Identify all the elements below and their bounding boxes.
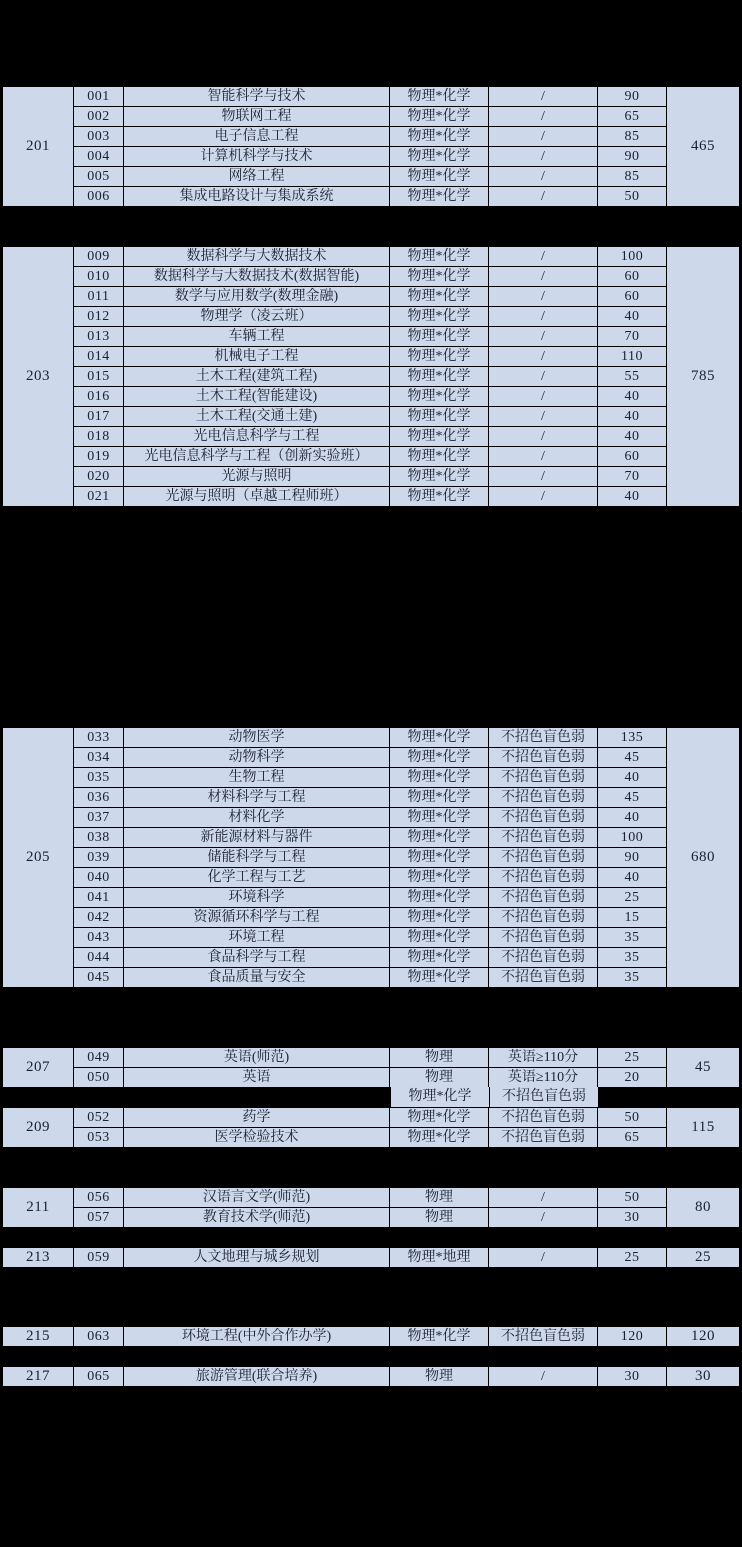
program-name-cell: 储能科学与工程 [124, 848, 389, 867]
row-code-cell: 021 [74, 487, 123, 506]
row-code-cell: 049 [74, 1048, 123, 1067]
row-code-cell: 017 [74, 407, 123, 426]
group-code-cell: 201 [3, 87, 73, 206]
program-name-cell: 化学工程与工艺 [124, 868, 389, 887]
row-code-cell: 036 [74, 788, 123, 807]
plan-count-cell: 120 [598, 1327, 666, 1346]
plan-count-cell: 35 [598, 948, 666, 967]
other-requirement-cell: / [489, 1208, 597, 1227]
subject-requirement-cell: 物理*化学 [390, 868, 488, 887]
group-code-cell: 213 [3, 1248, 73, 1267]
row-code-cell: 034 [74, 748, 123, 767]
other-requirement-cell: / [489, 287, 597, 306]
other-requirement-cell: 不招色盲色弱 [489, 788, 597, 807]
subject-requirement-cell: 物理*化学 [390, 247, 488, 266]
plan-count-cell: 20 [598, 1068, 666, 1087]
row-code-cell: 014 [74, 347, 123, 366]
other-requirement-cell: / [489, 347, 597, 366]
program-name-cell: 数据科学与大数据技术 [124, 247, 389, 266]
plan-count-cell: 60 [598, 287, 666, 306]
plan-count-cell: 40 [598, 387, 666, 406]
plan-count-cell: 85 [598, 167, 666, 186]
other-requirement-cell: 不招色盲色弱 [489, 888, 597, 907]
program-name-cell: 材料科学与工程 [124, 788, 389, 807]
other-requirement-cell: 不招色盲色弱 [489, 928, 597, 947]
row-code-cell: 005 [74, 167, 123, 186]
program-name-cell: 食品科学与工程 [124, 948, 389, 967]
plan-count-cell: 35 [598, 968, 666, 987]
subject-requirement-cell: 物理*化学 [390, 1128, 488, 1147]
other-requirement-cell: / [489, 387, 597, 406]
plan-count-cell: 100 [598, 247, 666, 266]
other-requirement-cell: / [489, 107, 597, 126]
plan-count-cell: 65 [598, 107, 666, 126]
other-requirement-cell: 不招色盲色弱 [489, 808, 597, 827]
group-total-cell: 45 [667, 1048, 739, 1087]
row-code-cell: 044 [74, 948, 123, 967]
subject-requirement-cell: 物理*化学 [390, 347, 488, 366]
program-name-cell: 物联网工程 [124, 107, 389, 126]
program-name-cell: 药学 [124, 1108, 389, 1127]
program-name-cell: 光源与照明 [124, 467, 389, 486]
group-total-cell: 120 [667, 1327, 739, 1346]
plan-count-cell: 85 [598, 127, 666, 146]
row-code-cell: 013 [74, 327, 123, 346]
plan-count-cell: 100 [598, 828, 666, 847]
plan-count-cell: 25 [598, 1048, 666, 1067]
program-name-cell: 食品质量与安全 [124, 968, 389, 987]
other-requirement-cell: 不招色盲色弱 [490, 1087, 598, 1107]
table-group [1, 1246, 741, 1269]
table-group [1, 1365, 741, 1388]
subject-requirement-cell: 物理 [390, 1208, 488, 1227]
subject-requirement-cell: 物理 [390, 1367, 488, 1386]
subject-requirement-cell: 物理*化学 [390, 908, 488, 927]
subject-requirement-cell: 物理*化学 [390, 948, 488, 967]
plan-count-cell: 30 [598, 1208, 666, 1227]
subject-requirement-cell: 物理*化学 [390, 848, 488, 867]
row-code-cell: 020 [74, 467, 123, 486]
other-requirement-cell: 不招色盲色弱 [489, 1327, 597, 1346]
row-code-cell: 016 [74, 387, 123, 406]
group-total-cell: 30 [667, 1367, 739, 1386]
program-name-cell: 人文地理与城乡规划 [124, 1248, 389, 1267]
program-name-cell: 环境科学 [124, 888, 389, 907]
plan-count-cell: 40 [598, 487, 666, 506]
program-name-cell: 智能科学与技术 [124, 87, 389, 106]
other-requirement-cell: / [489, 407, 597, 426]
subject-requirement-cell: 物理*化学 [390, 788, 488, 807]
row-code-cell: 012 [74, 307, 123, 326]
subject-requirement-cell: 物理*化学 [390, 307, 488, 326]
other-requirement-cell: 不招色盲色弱 [489, 968, 597, 987]
group-code-cell: 211 [3, 1188, 73, 1227]
program-name-cell: 医学检验技术 [124, 1128, 389, 1147]
program-name-cell: 光电信息科学与工程（创新实验班） [124, 447, 389, 466]
other-requirement-cell: / [489, 467, 597, 486]
subject-requirement-cell: 物理*化学 [390, 167, 488, 186]
row-code-cell: 050 [74, 1068, 123, 1087]
row-code-cell: 006 [74, 187, 123, 206]
program-name-cell: 材料化学 [124, 808, 389, 827]
other-requirement-cell: / [489, 127, 597, 146]
subject-requirement-cell: 物理*化学 [390, 447, 488, 466]
table-group [1, 1046, 741, 1089]
subject-requirement-cell: 物理*化学 [390, 127, 488, 146]
program-name-cell: 英语 [124, 1068, 389, 1087]
row-code-cell: 063 [74, 1327, 123, 1346]
plan-count-cell: 25 [598, 1248, 666, 1267]
program-name-cell: 英语(师范) [124, 1048, 389, 1067]
row-code-cell: 038 [74, 828, 123, 847]
table-group [1, 726, 741, 989]
program-name-cell: 计算机科学与技术 [124, 147, 389, 166]
group-total-cell: 785 [667, 247, 739, 506]
plan-count-cell: 135 [598, 728, 666, 747]
subject-requirement-cell: 物理*化学 [390, 287, 488, 306]
plan-count-cell: 70 [598, 327, 666, 346]
table-group [1, 85, 741, 208]
other-requirement-cell: / [489, 327, 597, 346]
plan-count-cell: 90 [598, 87, 666, 106]
subject-requirement-cell: 物理*化学 [390, 828, 488, 847]
subject-requirement-cell: 物理*化学 [390, 427, 488, 446]
row-code-cell: 004 [74, 147, 123, 166]
row-code-cell: 001 [74, 87, 123, 106]
other-requirement-cell: 英语≥110分 [489, 1048, 597, 1067]
subject-requirement-cell: 物理*化学 [390, 467, 488, 486]
program-name-cell: 物理学（凌云班） [124, 307, 389, 326]
row-code-cell: 011 [74, 287, 123, 306]
other-requirement-cell: / [489, 447, 597, 466]
other-requirement-cell: / [489, 187, 597, 206]
program-name-cell: 土木工程(交通土建) [124, 407, 389, 426]
subject-requirement-cell: 物理*化学 [390, 768, 488, 787]
other-requirement-cell: 不招色盲色弱 [489, 868, 597, 887]
subject-requirement-cell: 物理*化学 [390, 888, 488, 907]
other-requirement-cell: 不招色盲色弱 [489, 908, 597, 927]
program-name-cell: 动物医学 [124, 728, 389, 747]
other-requirement-cell: / [489, 87, 597, 106]
partial-hidden-row [391, 1087, 598, 1107]
other-requirement-cell: 不招色盲色弱 [489, 768, 597, 787]
plan-count-cell: 30 [598, 1367, 666, 1386]
program-name-cell: 网络工程 [124, 167, 389, 186]
row-code-cell: 065 [74, 1367, 123, 1386]
table-group [1, 1186, 741, 1229]
other-requirement-cell: / [489, 1188, 597, 1207]
plan-count-cell: 45 [598, 748, 666, 767]
subject-requirement-cell: 物理*化学 [390, 748, 488, 767]
plan-count-cell: 70 [598, 467, 666, 486]
plan-count-cell: 90 [598, 848, 666, 867]
subject-requirement-cell: 物理*化学 [390, 1108, 488, 1127]
program-name-cell: 土木工程(智能建设) [124, 387, 389, 406]
table-group [1, 1106, 741, 1149]
other-requirement-cell: / [489, 1367, 597, 1386]
plan-count-cell: 60 [598, 267, 666, 286]
program-name-cell: 汉语言文学(师范) [124, 1188, 389, 1207]
group-code-cell: 215 [3, 1327, 73, 1346]
subject-requirement-cell: 物理*化学 [390, 87, 488, 106]
other-requirement-cell: 不招色盲色弱 [489, 828, 597, 847]
other-requirement-cell: 不招色盲色弱 [489, 1128, 597, 1147]
plan-count-cell: 40 [598, 768, 666, 787]
program-name-cell: 机械电子工程 [124, 347, 389, 366]
program-name-cell: 车辆工程 [124, 327, 389, 346]
subject-requirement-cell: 物理*化学 [391, 1087, 489, 1107]
other-requirement-cell: / [489, 167, 597, 186]
row-code-cell: 035 [74, 768, 123, 787]
row-code-cell: 039 [74, 848, 123, 867]
plan-count-cell: 50 [598, 1188, 666, 1207]
subject-requirement-cell: 物理*化学 [390, 808, 488, 827]
subject-requirement-cell: 物理*地理 [390, 1248, 488, 1267]
row-code-cell: 003 [74, 127, 123, 146]
plan-count-cell: 40 [598, 427, 666, 446]
program-name-cell: 数学与应用数学(数理金融) [124, 287, 389, 306]
row-code-cell: 018 [74, 427, 123, 446]
other-requirement-cell: / [489, 307, 597, 326]
plan-count-cell: 110 [598, 347, 666, 366]
subject-requirement-cell: 物理*化学 [390, 728, 488, 747]
other-requirement-cell: 不招色盲色弱 [489, 728, 597, 747]
program-name-cell: 资源循环科学与工程 [124, 908, 389, 927]
plan-count-cell: 15 [598, 908, 666, 927]
plan-count-cell: 50 [598, 187, 666, 206]
plan-count-cell: 45 [598, 788, 666, 807]
row-code-cell: 002 [74, 107, 123, 126]
subject-requirement-cell: 物理*化学 [390, 1327, 488, 1346]
other-requirement-cell: / [489, 367, 597, 386]
program-name-cell: 环境工程(中外合作办学) [124, 1327, 389, 1346]
program-name-cell: 新能源材料与器件 [124, 828, 389, 847]
subject-requirement-cell: 物理*化学 [390, 187, 488, 206]
subject-requirement-cell: 物理 [390, 1048, 488, 1067]
row-code-cell: 009 [74, 247, 123, 266]
group-total-cell: 680 [667, 728, 739, 987]
subject-requirement-cell: 物理*化学 [390, 387, 488, 406]
subject-requirement-cell: 物理*化学 [390, 267, 488, 286]
plan-count-cell: 40 [598, 808, 666, 827]
row-code-cell: 019 [74, 447, 123, 466]
subject-requirement-cell: 物理*化学 [390, 107, 488, 126]
other-requirement-cell: / [489, 427, 597, 446]
row-code-cell: 056 [74, 1188, 123, 1207]
group-code-cell: 205 [3, 728, 73, 987]
plan-count-cell: 25 [598, 888, 666, 907]
plan-count-cell: 40 [598, 407, 666, 426]
table-group [1, 245, 741, 508]
group-code-cell: 217 [3, 1367, 73, 1386]
row-code-cell: 052 [74, 1108, 123, 1127]
subject-requirement-cell: 物理*化学 [390, 968, 488, 987]
row-code-cell: 040 [74, 868, 123, 887]
program-name-cell: 数据科学与大数据技术(数据智能) [124, 267, 389, 286]
row-code-cell: 057 [74, 1208, 123, 1227]
row-code-cell: 033 [74, 728, 123, 747]
subject-requirement-cell: 物理 [390, 1188, 488, 1207]
group-total-cell: 25 [667, 1248, 739, 1267]
row-code-cell: 041 [74, 888, 123, 907]
table-group [1, 1325, 741, 1348]
other-requirement-cell: / [489, 247, 597, 266]
other-requirement-cell: 不招色盲色弱 [489, 1108, 597, 1127]
row-code-cell: 053 [74, 1128, 123, 1147]
other-requirement-cell: 不招色盲色弱 [489, 948, 597, 967]
other-requirement-cell: 英语≥110分 [489, 1068, 597, 1087]
subject-requirement-cell: 物理*化学 [390, 928, 488, 947]
plan-count-cell: 65 [598, 1128, 666, 1147]
program-name-cell: 光电信息科学与工程 [124, 427, 389, 446]
plan-count-cell: 55 [598, 367, 666, 386]
other-requirement-cell: / [489, 487, 597, 506]
row-code-cell: 059 [74, 1248, 123, 1267]
group-code-cell: 209 [3, 1108, 73, 1147]
program-name-cell: 集成电路设计与集成系统 [124, 187, 389, 206]
group-code-cell: 203 [3, 247, 73, 506]
group-total-cell: 465 [667, 87, 739, 206]
plan-count-cell: 60 [598, 447, 666, 466]
other-requirement-cell: 不招色盲色弱 [489, 748, 597, 767]
program-name-cell: 动物科学 [124, 748, 389, 767]
group-code-cell: 207 [3, 1048, 73, 1087]
plan-count-cell: 50 [598, 1108, 666, 1127]
program-name-cell: 生物工程 [124, 768, 389, 787]
row-code-cell: 010 [74, 267, 123, 286]
other-requirement-cell: 不招色盲色弱 [489, 848, 597, 867]
subject-requirement-cell: 物理*化学 [390, 487, 488, 506]
row-code-cell: 043 [74, 928, 123, 947]
other-requirement-cell: / [489, 147, 597, 166]
program-name-cell: 电子信息工程 [124, 127, 389, 146]
subject-requirement-cell: 物理*化学 [390, 327, 488, 346]
group-total-cell: 115 [667, 1108, 739, 1147]
subject-requirement-cell: 物理*化学 [390, 367, 488, 386]
program-name-cell: 土木工程(建筑工程) [124, 367, 389, 386]
plan-count-cell: 90 [598, 147, 666, 166]
program-name-cell: 教育技术学(师范) [124, 1208, 389, 1227]
program-name-cell: 旅游管理(联合培养) [124, 1367, 389, 1386]
plan-count-cell: 40 [598, 307, 666, 326]
plan-count-cell: 40 [598, 868, 666, 887]
row-code-cell: 037 [74, 808, 123, 827]
program-name-cell: 光源与照明（卓越工程师班） [124, 487, 389, 506]
plan-count-cell: 35 [598, 928, 666, 947]
row-code-cell: 045 [74, 968, 123, 987]
row-code-cell: 042 [74, 908, 123, 927]
other-requirement-cell: / [489, 267, 597, 286]
subject-requirement-cell: 物理*化学 [390, 147, 488, 166]
subject-requirement-cell: 物理 [390, 1068, 488, 1087]
row-code-cell: 015 [74, 367, 123, 386]
subject-requirement-cell: 物理*化学 [390, 407, 488, 426]
group-total-cell: 80 [667, 1188, 739, 1227]
program-name-cell: 环境工程 [124, 928, 389, 947]
other-requirement-cell: / [489, 1248, 597, 1267]
